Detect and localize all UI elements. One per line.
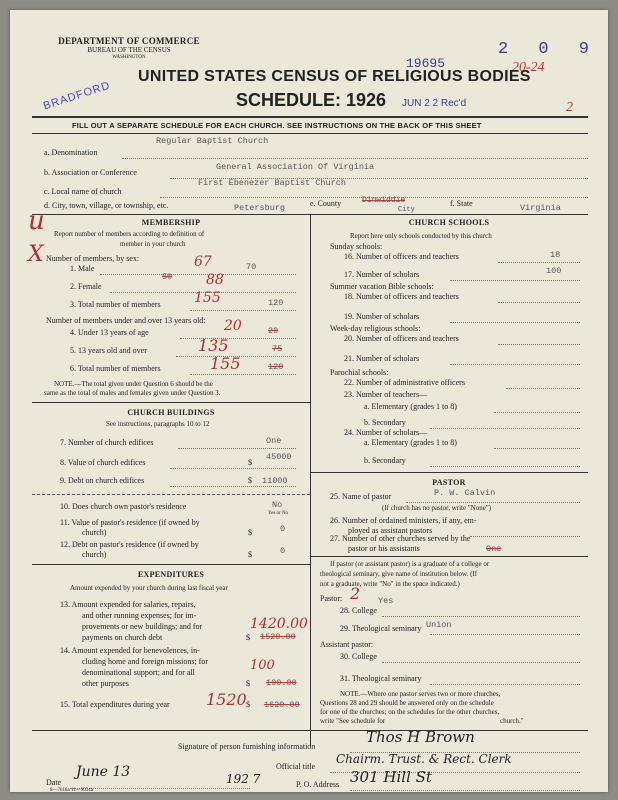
q5-typed: 75: [272, 344, 283, 354]
instruction-line: FILL OUT A SEPARATE SCHEDULE FOR EACH CHURCH. SEE INSTRUCTIONS ON THE BACK OF THIS SHEET: [72, 121, 482, 130]
q24a-label: a. Elementary (grades 1 to 8): [364, 438, 457, 447]
q24-label: 24. Number of scholars—: [344, 428, 428, 437]
county-value: Dinwiddie: [362, 196, 406, 205]
q7-value: One: [266, 436, 282, 446]
pastor-note-5: church.": [500, 717, 524, 725]
city-name: WASHINGTON: [112, 55, 146, 60]
q1-label: 1. Male: [70, 264, 95, 273]
q3-label: 3. Total number of members: [70, 300, 161, 309]
q19-label: 19. Number of scholars: [344, 312, 420, 321]
q12-label-b: church): [82, 550, 107, 559]
grad-note-1: If pastor (or assistant pastor) is a graduate of a college or: [330, 560, 490, 568]
schools-intro: Report here only schools conducted by this church: [350, 232, 492, 240]
buildings-title: CHURCH BUILDINGS: [127, 408, 215, 417]
expenditures-title: EXPENDITURES: [137, 570, 205, 579]
sunday-label: Sunday schools:: [330, 242, 383, 251]
q14-typed: 100.00: [266, 678, 297, 688]
pastor-note-3: for one of the churches; on the schedules for the other churches,: [320, 708, 500, 716]
date-value: June 13: [76, 764, 131, 780]
q23-label: 23. Number of teachers—: [344, 390, 428, 399]
form-number: 8—7618a 11—9054a: [50, 788, 94, 792]
q14-dollar: $: [246, 679, 250, 688]
membership-intro-1: Report number of members according to definition of: [54, 230, 205, 238]
bureau-name: BUREAU OF THE CENSUS: [87, 46, 171, 54]
membership-title: MEMBERSHIP: [141, 218, 201, 227]
q5-label: 5. 13 years old and over: [70, 346, 147, 355]
membership-intro-2: member in your church: [120, 240, 186, 248]
q10-value: No: [272, 500, 283, 510]
pastor-note-4: write "See schedule for: [320, 717, 386, 725]
summer-label: Summer vacation Bible schools:: [330, 282, 434, 291]
association-value: General Association Of Virginia: [216, 162, 375, 172]
q11-value: 0: [280, 524, 286, 534]
q28-label: 28. College: [340, 606, 377, 615]
buildings-sub: See instructions, paragraphs 10 to 12: [106, 420, 210, 428]
stamp-number: 19695: [406, 56, 446, 71]
q17-label: 17. Number of scholars: [344, 270, 420, 279]
q27-label-b: pastor or his assistants: [348, 544, 420, 553]
q23b-label: b. Secondary: [364, 418, 406, 427]
q13-label-d: payments on church debt: [82, 633, 163, 642]
q27-value: One: [486, 544, 502, 554]
membership-note-2: same as the total of males and females given under Question 3.: [44, 389, 221, 397]
q4-hand: 20: [224, 318, 242, 334]
association-label: b. Association or Conference: [44, 168, 137, 177]
q27-label-a: 27. Number of other churches served by the: [330, 534, 471, 543]
q11-label-a: 11. Value of pastor's residence (if owned by: [60, 518, 200, 527]
q14-label-b: cluding home and foreign missions; for: [82, 657, 208, 666]
q15-dollar: $: [246, 700, 250, 709]
church-name-value: First Ebenezer Baptist Church: [198, 178, 346, 188]
q31-label: 31. Theological seminary: [340, 674, 422, 683]
q28-value: Yes: [378, 596, 394, 606]
q15-hand: 1520: [206, 690, 247, 709]
county-city-value: City: [398, 206, 415, 214]
bradford-stamp: BRADFORD: [41, 79, 112, 113]
q25-label: 25. Name of pastor: [330, 492, 392, 501]
red-range-mark: 20-24: [512, 60, 545, 75]
q12-dollar: $: [248, 550, 252, 559]
red-mark: 2: [566, 100, 573, 115]
q16-label: 16. Number of officers and teachers: [344, 252, 459, 261]
year-value: 192 7: [226, 772, 261, 786]
q9-value: 11000: [262, 476, 288, 486]
q14-label-a: 14. Amount expended for benevolences, in-: [60, 646, 200, 655]
q13-label-b: and other running expenses; for im-: [82, 611, 197, 620]
q8-label: 8. Value of church edifices: [60, 458, 146, 467]
q13-label-c: provements or new buildings; and for: [82, 622, 203, 631]
q13-label-a: 13. Amount expended for salaries, repairs,: [60, 600, 196, 609]
q4-label: 4. Under 13 years of age: [70, 328, 149, 337]
q3-hand: 155: [194, 290, 221, 306]
q6-hand: 155: [210, 354, 241, 373]
q20-label: 20. Number of officers and teachers: [344, 334, 459, 343]
q25-hint: (If church has no pastor, write "None"): [382, 504, 492, 512]
schools-title: CHURCH SCHOOLS: [408, 218, 490, 227]
official-title-value: Chairm. Trust. & Rect. Clerk: [336, 752, 512, 766]
q16-value: 18: [550, 250, 561, 260]
church-name-label: c. Local name of church: [44, 187, 122, 196]
asst-pastor-label: Assistant pastor:: [320, 640, 374, 649]
q2-hand: 88: [206, 272, 224, 288]
q14-label-c: denominational support; and for all: [82, 668, 195, 677]
department-name: DEPARTMENT OF COMMERCE: [58, 36, 200, 46]
q29-label: 29. Theological seminary: [340, 624, 422, 633]
q9-label: 9. Debt on church edifices: [60, 476, 145, 485]
q10-label: 10. Does church own pastor's residence: [60, 502, 187, 511]
q24b-label: b. Secondary: [364, 456, 406, 465]
parochial-label: Parochial schools:: [330, 368, 389, 377]
q12-value: 0: [280, 546, 286, 556]
q29-value: Union: [426, 620, 452, 630]
q23a-label: a. Elementary (grades 1 to 8): [364, 402, 457, 411]
q3-typed: 120: [268, 298, 284, 308]
q13-dollar: $: [246, 633, 250, 642]
q11-label-b: church): [82, 528, 107, 537]
q11-dollar: $: [248, 528, 252, 537]
q8-dollar: $: [248, 458, 252, 467]
q25-value: P. W. Calvin: [434, 488, 496, 498]
q2-label: 2. Female: [70, 282, 102, 291]
q13-typed: 1520.00: [260, 632, 296, 642]
q15-label: 15. Total expenditures during year: [60, 700, 170, 709]
grad-note-3: not a graduate, write "No" in the space indicated.): [320, 580, 460, 588]
red-x-mark: X: [28, 242, 44, 267]
under-over-label: Number of members under and over 13 years old:: [46, 316, 206, 325]
q13-hand: 1420.00: [250, 616, 308, 632]
pencil-number: 2 0 9: [498, 40, 600, 59]
denomination-value: Regular Baptist Church: [156, 136, 269, 146]
q17-value: 100: [546, 266, 562, 276]
state-label: f. State: [450, 199, 473, 208]
official-title-label: Official title: [276, 762, 316, 771]
red-u-mark: u: [28, 206, 45, 236]
q10-hint: Yes or No: [268, 511, 289, 516]
q22-label: 22. Number of administrative officers: [344, 378, 465, 387]
q26-label-a: 26. Number of ordained ministers, if any, em-: [330, 516, 477, 525]
q8-value: 45000: [266, 452, 292, 462]
schedule-title: SCHEDULE: 1926: [236, 90, 387, 110]
grad-note-2: theological seminary, give name of institution below. (If: [320, 570, 478, 578]
pastor-note-1: NOTE.—Where one pastor serves two or more churches,: [340, 690, 501, 698]
q1-typed: 70: [246, 262, 257, 272]
expenditures-sub: Amount expended by your church during last fiscal year: [70, 584, 228, 592]
q12-label-a: 12. Debt on pastor's residence (if owned by: [60, 540, 199, 549]
q1-hand: 67: [194, 254, 212, 270]
signature-label: Signature of person furnishing information: [178, 742, 316, 751]
q6-label: 6. Total number of members: [70, 364, 161, 373]
q18-label: 18. Number of officers and teachers: [344, 292, 459, 301]
q26-label-b: ployed as assistant pastors: [348, 526, 433, 535]
q6-typed: 120: [268, 362, 284, 372]
signature-value: Thos H Brown: [366, 728, 475, 746]
po-address-value: 301 Hill St: [350, 768, 432, 786]
weekday-label: Week-day religious schools:: [330, 324, 421, 333]
po-address-label: P. O. Address: [296, 780, 340, 789]
q4-typed: 20: [268, 326, 279, 336]
pastor-note-2: Questions 28 and 29 should be answered only on the schedule: [320, 699, 494, 707]
q14-label-d: other purposes: [82, 679, 129, 688]
q30-label: 30. College: [340, 652, 377, 661]
census-form: [10, 10, 608, 792]
received-stamp: JUN 2 2 Rec'd: [402, 98, 467, 109]
state-value: Virginia: [520, 203, 561, 213]
members-by-sex: Number of members, by sex:: [46, 254, 140, 263]
denomination-label: a. Denomination: [44, 148, 98, 157]
pastor-sub-label: Pastor:: [320, 594, 343, 603]
q21-label: 21. Number of scholars: [344, 354, 420, 363]
q28-mark: 2: [350, 584, 361, 603]
q15-typed: 1620.00: [264, 700, 300, 710]
q7-label: 7. Number of church edifices: [60, 438, 154, 447]
pastor-title: PASTOR: [432, 478, 466, 487]
date-label: Date: [46, 778, 62, 787]
form-title: UNITED STATES CENSUS OF RELIGIOUS BODIES: [138, 68, 531, 85]
membership-note-1: NOTE.—The total given under Question 6 should be the: [54, 380, 213, 388]
q9-dollar: $: [248, 476, 252, 485]
q14-hand: 100: [250, 658, 275, 673]
city-value: Petersburg: [234, 203, 286, 213]
county-label: e. County: [310, 199, 342, 208]
q5-hand: 135: [198, 336, 229, 355]
q2-typed: 50: [162, 272, 173, 282]
city-label: d. City, town, village, or township, etc.: [44, 201, 169, 210]
